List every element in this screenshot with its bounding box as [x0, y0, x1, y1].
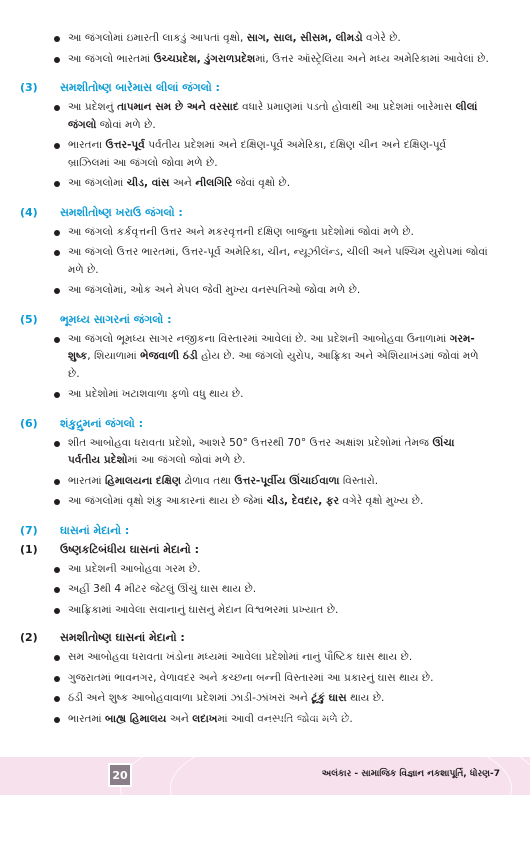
- section-title: શંકુદ્રુમનાં જંગલો :: [60, 416, 143, 430]
- bullet-item: [0, 386, 530, 404]
- bullet-dot: [54, 479, 60, 485]
- bullet-text: આ જંગલોમાં, ઓક અને મેપલ જેવી મુખ્ય વનસ્પતિઓ જોવા મળે છે.: [68, 284, 361, 296]
- bullet-item: [0, 99, 530, 134]
- section-number: (6): [20, 416, 38, 430]
- bullet-bold-term: ઉચ્ચપ્રદેશ, ડુંગરાળપ્રદેશ: [153, 52, 256, 65]
- bullet-text: ભારતમાં: [68, 712, 106, 725]
- bullet-dot: [54, 608, 60, 614]
- bullet-dot: [54, 676, 60, 682]
- bullet-text: જોવાં મળે છે.: [96, 118, 156, 131]
- bullet-dot: [54, 499, 60, 505]
- bullet-text: વિસ્તારો.: [339, 474, 379, 487]
- bullet-text: આ જંગલોમાં ઇમારતી લાકડું આપતાં વૃક્ષો,: [68, 32, 247, 44]
- bullet-text: શીત આબોહવા ધરાવતા પ્રદેશો, આશરે 50° ઉત્તરથી 70° ઉત્તર અક્ષાંશ પ્રદેશોમાં તેમજ: [68, 436, 433, 449]
- bullet-dot: [54, 143, 60, 149]
- bullet-text: આ જંગલો ભારતમાં: [68, 52, 154, 65]
- book-title: અલંકાર - સામાજિક વિજ્ઞાન નકશાપૂર્તિ, ધોરણ-7: [321, 769, 500, 779]
- bullet-text: વગેરે છે.: [362, 32, 401, 44]
- bullet-item: [0, 690, 530, 708]
- bullet-dot: [54, 567, 60, 573]
- bullet-text: ગુજરાતમાં ભાવનગર, વેળાવદર અને કચ્છના બન્ની વિસ્તારમાં આ પ્રકારનું ઘાસ થાય છે.: [68, 671, 434, 684]
- bullet-bold-term: સાગ, સાલ, સીસમ, લીમડો: [246, 32, 363, 44]
- bullet-text: માં આવી વનસ્પતિ જોવા મળે છે.: [217, 712, 353, 725]
- bullet-bold-term: ઉત્તર-પૂર્વીય ઊંચાઈવાળા: [234, 474, 340, 487]
- bullet-text: આ જંગલો ઉત્તર ભારતમાં, ઉત્તર-પૂર્વ અમેરિકા, ચીન, ન્યૂઝીલૅન્ડ, ચીલી અને પશ્ચિમ યુરોપમાં જોવાં મળે છે.: [68, 246, 488, 276]
- bullet-bold-term: ચીડ, વાંસ: [126, 177, 170, 189]
- bullet-item: [0, 602, 530, 620]
- subsection-heading: [0, 631, 530, 645]
- bullet-text: ઢોળાવ તથા: [181, 474, 235, 487]
- bullet-dot: [54, 57, 60, 63]
- subsection-bullet-list: [0, 649, 530, 728]
- bullet-dot: [54, 392, 60, 398]
- bullet-item: [0, 331, 530, 384]
- intro-bullet-list: [0, 30, 530, 68]
- section-title: ઘાસનાં મેદાનો :: [60, 523, 130, 537]
- section-heading: [0, 417, 530, 431]
- section-number: (3): [20, 81, 38, 94]
- subsection-heading: [0, 543, 530, 557]
- bullet-text: અને: [166, 712, 193, 725]
- bullet-text: ભારતના: [68, 139, 106, 151]
- bullet-bold-term: ઉત્તર-પૂર્વ: [105, 139, 145, 151]
- bullet-item: [0, 435, 530, 470]
- section-bullet-list: [0, 435, 530, 511]
- bullet-dot: [54, 441, 60, 447]
- bullet-text: પર્વતીય પ્રદેશમાં અને દક્ષિણ-પૂર્વ અમેરિકા, દક્ષિણ ચીન અને દક્ષિણ-પૂર્વ બ્રાઝિલમાં આ જંગલો જોવા મળે છે.: [68, 139, 447, 169]
- bullet-text: આફ્રિકામાં આવેલા સવાનાનું ઘાસનું મેદાન વિશ્વભરમાં પ્રખ્યાત છે.: [68, 603, 339, 616]
- section-title: સમશીતોષ્ણ બારેમાસ લીલાં જંગલો :: [60, 81, 220, 94]
- bullet-dot: [54, 288, 60, 294]
- bullet-text: અહીં 3થી 4 મીટર જેટલું ઊંચું ઘાસ થાય છે.: [68, 583, 257, 595]
- subsection-title: સમશીતોષ્ણ ઘાસનાં મેદાનો :: [60, 631, 185, 644]
- bullet-text: ઠંડી અને શુષ્ક આબોહવાવાળા પ્રદેશમાં ઝાડી-ઝાંખરાં અને: [68, 692, 312, 704]
- bullet-dot: [54, 587, 60, 593]
- bullet-text: આ જંગલો ભૂમધ્ય સાગર નજીકના વિસ્તારમાં આવેલાં છે. આ પ્રદેશની આબોહવા ઉનાળામાં: [68, 332, 450, 345]
- section-title: ભૂમધ્ય સાગરનાં જંગલો :: [60, 312, 172, 326]
- section-number: (4): [20, 205, 38, 219]
- bullet-item: [0, 473, 530, 491]
- bullet-text: આ જંગલોમાં: [68, 177, 127, 189]
- bullet-item: [0, 30, 530, 48]
- bullet-text: આ પ્રદેશોમાં ખટાશવાળા ફળો વધુ થાય છે.: [68, 388, 244, 400]
- bullet-dot: [54, 181, 60, 187]
- section-number: (5): [20, 312, 38, 326]
- bullet-dot: [54, 250, 60, 256]
- bullet-bold-term: લીલાં જંગલો: [68, 101, 478, 131]
- section-number: (7): [20, 523, 38, 537]
- section-heading: [0, 81, 530, 95]
- bullet-text: આ જંગલો કર્કવૃત્તની ઉત્તર અને મકરવૃત્તની દક્ષિણ બાજુના પ્રદેશોમાં જોવાં મળે છે.: [68, 225, 414, 238]
- bullet-bold-term: હિમાલયના દક્ષિણ: [105, 474, 182, 487]
- section-heading: [0, 313, 530, 327]
- bullet-bold-term: ગરમ-શુષ્ક: [68, 332, 475, 362]
- bullet-text: આ જંગલોમાં વૃક્ષો શંકુ આકારનાં થાય છે જેમાં: [68, 495, 267, 507]
- bullet-bold-term: ટૂંકું ઘાસ: [311, 692, 347, 704]
- section-heading: [0, 206, 530, 220]
- section-title: સમશીતોષ્ણ ખરાઉ જંગલો :: [60, 205, 183, 219]
- bullet-text: સમ આબોહવા ધરાવતા ખંડોના મધ્યમાં આવેલા પ્રદેશોમાં નાનું પૌષ્ટિક ઘાસ થાય છે.: [68, 651, 413, 663]
- bullet-text: અને: [169, 177, 196, 189]
- section-bullet-list: [0, 224, 530, 300]
- bullet-item: [0, 581, 530, 599]
- bullet-dot: [54, 655, 60, 661]
- bullet-text: જેવાં વૃક્ષો છે.: [232, 177, 291, 189]
- bullet-text: આ પ્રદેશની આબોહવા ગરમ છે.: [68, 562, 201, 575]
- bullet-item: [0, 493, 530, 511]
- subsection-title: ઉષ્ણકટિબંધીય ઘાસનાં મેદાનો :: [60, 542, 200, 556]
- bullet-dot: [54, 337, 60, 343]
- bullet-bold-term: બાહ્ય હિમાલય: [105, 712, 167, 725]
- footer-decor-arc: [170, 727, 512, 849]
- bullet-text: વગેરે વૃક્ષો મુખ્ય છે.: [339, 495, 424, 507]
- page-number: 20: [108, 763, 132, 787]
- bullet-dot: [54, 105, 60, 111]
- bullet-item: [0, 137, 530, 172]
- section-bullet-list: [0, 99, 530, 193]
- page-footer: [0, 757, 530, 795]
- subsection-number: (2): [20, 631, 38, 644]
- bullet-dot: [54, 717, 60, 723]
- bullet-bold-term: તાપમાન સમ છે અને વરસાદ: [117, 101, 239, 113]
- bullet-text: , શિયાળામાં: [87, 350, 141, 362]
- bullet-bold-term: ચીડ, દેવદાર, ફર: [266, 495, 339, 507]
- bullet-text: હોય છે. આ જંગલો યુરોપ, આફ્રિકા અને એશિયાખંડમાં જોવાં મળે છે.: [68, 350, 479, 380]
- bullet-dot: [54, 696, 60, 702]
- bullet-text: માં, ઉત્તર ઑસ્ટ્રેલિયા અને મધ્ય અમેરિકામાં આવેલાં છે.: [255, 52, 489, 65]
- bullet-text: વધારે પ્રમાણમાં પડતો હોવાથી આ પ્રદેશમાં બારેમાસ: [238, 101, 456, 113]
- bullet-item: [0, 175, 530, 193]
- section-heading: [0, 524, 530, 538]
- bullet-item: [0, 224, 530, 242]
- page-content: [0, 30, 530, 731]
- section-bullet-list: [0, 331, 530, 404]
- bullet-bold-term: ભેજવાળી ઠંડી: [140, 350, 198, 362]
- bullet-item: [0, 649, 530, 667]
- sections-container: [0, 81, 530, 538]
- bullet-item: [0, 244, 530, 279]
- bullet-dot: [54, 230, 60, 236]
- bullet-bold-term: ઊંચા પર્વતીય પ્રદેશો: [68, 436, 455, 466]
- bullet-item: [0, 51, 530, 69]
- grassland-subsections: [0, 543, 530, 729]
- bullet-bold-term: લદાખ: [192, 712, 218, 725]
- subsection-number: (1): [20, 542, 38, 556]
- bullet-item: [0, 282, 530, 300]
- bullet-text: થાય છે.: [346, 692, 385, 704]
- bullet-dot: [54, 36, 60, 42]
- bullet-text: ભારતમાં: [68, 474, 106, 487]
- bullet-text: આ પ્રદેશનું: [68, 101, 118, 113]
- bullet-item: [0, 670, 530, 688]
- subsection-bullet-list: [0, 561, 530, 620]
- bullet-item: [0, 561, 530, 579]
- bullet-text: માં આ જંગલો જોવાં મળે છે.: [127, 454, 246, 466]
- bullet-bold-term: નીલગિરિ: [195, 177, 233, 189]
